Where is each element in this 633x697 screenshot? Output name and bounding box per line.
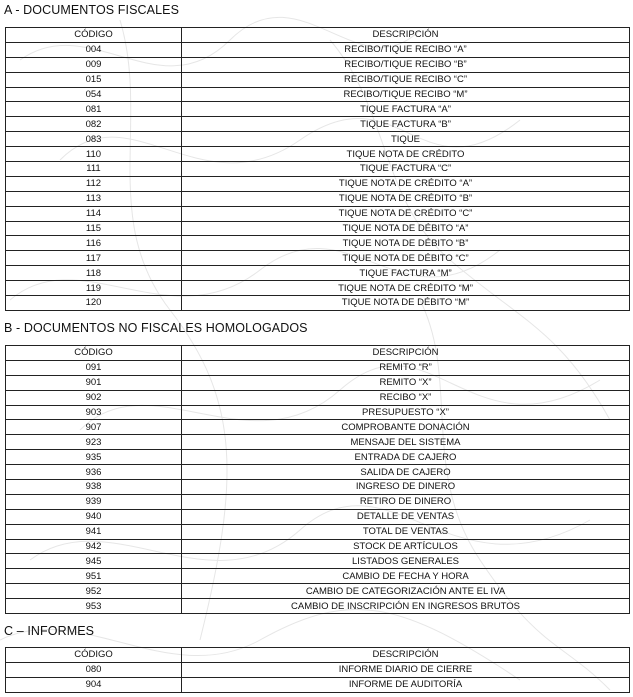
code-cell: 009	[6, 57, 182, 72]
table-row	[6, 251, 630, 266]
table-row	[6, 132, 630, 147]
column-header-desc: DESCRIPCIÓN	[182, 346, 630, 361]
description-cell: RECIBO/TIQUE RECIBO “M”	[182, 87, 630, 102]
table-row	[6, 162, 630, 177]
table-row	[6, 221, 630, 236]
description-cell: DETALLE DE VENTAS	[182, 509, 630, 524]
section-title-fiscales: A - DOCUMENTOS FISCALES	[4, 3, 180, 17]
table-row	[6, 494, 630, 509]
table-no-fiscales	[5, 345, 630, 614]
description-cell: TIQUE NOTA DE CRÉDITO “B”	[182, 191, 630, 206]
table-body-informes	[6, 662, 630, 692]
code-cell: 111	[6, 162, 182, 177]
table-row	[6, 375, 630, 390]
description-cell: TIQUE NOTA DE CRÉDITO “A”	[182, 176, 630, 191]
table-row	[6, 57, 630, 72]
description-cell: ENTRADA DE CAJERO	[182, 450, 630, 465]
description-cell: TIQUE NOTA DE DÉBITO “A”	[182, 221, 630, 236]
table-row	[6, 599, 630, 614]
table-row	[6, 117, 630, 132]
description-cell: REMITO “R”	[182, 360, 630, 375]
table-row	[6, 509, 630, 524]
code-cell: 118	[6, 266, 182, 281]
description-cell: STOCK DE ARTÍCULOS	[182, 539, 630, 554]
table-row	[6, 554, 630, 569]
table-row	[6, 450, 630, 465]
description-cell: INFORME DE AUDITORÍA	[182, 677, 630, 692]
table-body-no-fiscales	[6, 360, 630, 613]
table-row	[6, 480, 630, 495]
code-cell: 112	[6, 176, 182, 191]
description-cell: PRESUPUESTO “X”	[182, 405, 630, 420]
column-header-code: CÓDIGO	[6, 648, 182, 663]
description-cell: TIQUE NOTA DE DÉBITO “M”	[182, 296, 630, 311]
table-row	[6, 191, 630, 206]
code-cell: 923	[6, 435, 182, 450]
code-cell: 119	[6, 281, 182, 296]
code-cell: 081	[6, 102, 182, 117]
description-cell: COMPROBANTE DONACIÓN	[182, 420, 630, 435]
description-cell: CAMBIO DE INSCRIPCIÓN EN INGRESOS BRUTOS	[182, 599, 630, 614]
table-row	[6, 390, 630, 405]
description-cell: RECIBO/TIQUE RECIBO “C”	[182, 72, 630, 87]
code-cell: 936	[6, 465, 182, 480]
table-row	[6, 176, 630, 191]
description-cell: TIQUE	[182, 132, 630, 147]
description-cell: TIQUE NOTA DE DÉBITO “C”	[182, 251, 630, 266]
description-cell: MENSAJE DEL SISTEMA	[182, 435, 630, 450]
table-row	[6, 420, 630, 435]
description-cell: TOTAL DE VENTAS	[182, 524, 630, 539]
table-row	[6, 405, 630, 420]
code-cell: 113	[6, 191, 182, 206]
table-row	[6, 42, 630, 57]
table-row	[6, 435, 630, 450]
description-cell: CAMBIO DE FECHA Y HORA	[182, 569, 630, 584]
code-cell: 935	[6, 450, 182, 465]
code-cell: 116	[6, 236, 182, 251]
code-cell: 091	[6, 360, 182, 375]
description-cell: INGRESO DE DINERO	[182, 480, 630, 495]
description-cell: TIQUE FACTURA “B”	[182, 117, 630, 132]
code-cell: 951	[6, 569, 182, 584]
code-cell: 953	[6, 599, 182, 614]
table-row	[6, 296, 630, 311]
table-row	[6, 360, 630, 375]
table-row	[6, 102, 630, 117]
table-row	[6, 281, 630, 296]
table-row	[6, 584, 630, 599]
description-cell: INFORME DIARIO DE CIERRE	[182, 662, 630, 677]
table-row	[6, 677, 630, 692]
code-cell: 083	[6, 132, 182, 147]
column-header-desc: DESCRIPCIÓN	[182, 648, 630, 663]
code-cell: 901	[6, 375, 182, 390]
table-row	[6, 465, 630, 480]
code-cell: 940	[6, 509, 182, 524]
description-cell: RECIBO/TIQUE RECIBO “A”	[182, 42, 630, 57]
code-cell: 115	[6, 221, 182, 236]
description-cell: SALIDA DE CAJERO	[182, 465, 630, 480]
code-cell: 941	[6, 524, 182, 539]
description-cell: LISTADOS GENERALES	[182, 554, 630, 569]
code-cell: 117	[6, 251, 182, 266]
table-row	[6, 236, 630, 251]
code-cell: 004	[6, 42, 182, 57]
description-cell: RETIRO DE DINERO	[182, 494, 630, 509]
table-row	[6, 662, 630, 677]
table-row	[6, 266, 630, 281]
code-cell: 902	[6, 390, 182, 405]
column-header-desc: DESCRIPCIÓN	[182, 28, 630, 43]
description-cell: TIQUE FACTURA “M”	[182, 266, 630, 281]
description-cell: CAMBIO DE CATEGORIZACIÓN ANTE EL IVA	[182, 584, 630, 599]
description-cell: TIQUE NOTA DE CRÉDITO	[182, 147, 630, 162]
code-cell: 015	[6, 72, 182, 87]
description-cell: TIQUE FACTURA “C”	[182, 162, 630, 177]
column-header-code: CÓDIGO	[6, 346, 182, 361]
code-cell: 054	[6, 87, 182, 102]
code-cell: 952	[6, 584, 182, 599]
code-cell: 938	[6, 480, 182, 495]
column-header-code: CÓDIGO	[6, 28, 182, 43]
table-row	[6, 539, 630, 554]
code-cell: 904	[6, 677, 182, 692]
code-cell: 080	[6, 662, 182, 677]
description-cell: TIQUE NOTA DE DÉBITO “B”	[182, 236, 630, 251]
description-cell: TIQUE NOTA DE CRÉDITO “M”	[182, 281, 630, 296]
table-header-row	[6, 346, 630, 361]
table-row	[6, 569, 630, 584]
description-cell: RECIBO “X”	[182, 390, 630, 405]
description-cell: TIQUE FACTURA “A”	[182, 102, 630, 117]
description-cell: REMITO “X”	[182, 375, 630, 390]
description-cell: RECIBO/TIQUE RECIBO “B”	[182, 57, 630, 72]
code-cell: 945	[6, 554, 182, 569]
code-cell: 120	[6, 296, 182, 311]
code-cell: 110	[6, 147, 182, 162]
table-row	[6, 147, 630, 162]
section-title-no-fiscales: B - DOCUMENTOS NO FISCALES HOMOLOGADOS	[4, 321, 308, 335]
code-cell: 939	[6, 494, 182, 509]
table-header-row	[6, 648, 630, 663]
code-cell: 907	[6, 420, 182, 435]
section-title-informes: C – INFORMES	[4, 624, 95, 638]
table-fiscales	[5, 27, 630, 311]
table-row	[6, 72, 630, 87]
table-row	[6, 87, 630, 102]
table-body-fiscales	[6, 42, 630, 310]
table-row	[6, 206, 630, 221]
code-cell: 082	[6, 117, 182, 132]
code-cell: 903	[6, 405, 182, 420]
table-header-row	[6, 28, 630, 43]
description-cell: TIQUE NOTA DE CRÉDITO “C”	[182, 206, 630, 221]
table-informes	[5, 647, 630, 693]
code-cell: 942	[6, 539, 182, 554]
code-cell: 114	[6, 206, 182, 221]
table-row	[6, 524, 630, 539]
